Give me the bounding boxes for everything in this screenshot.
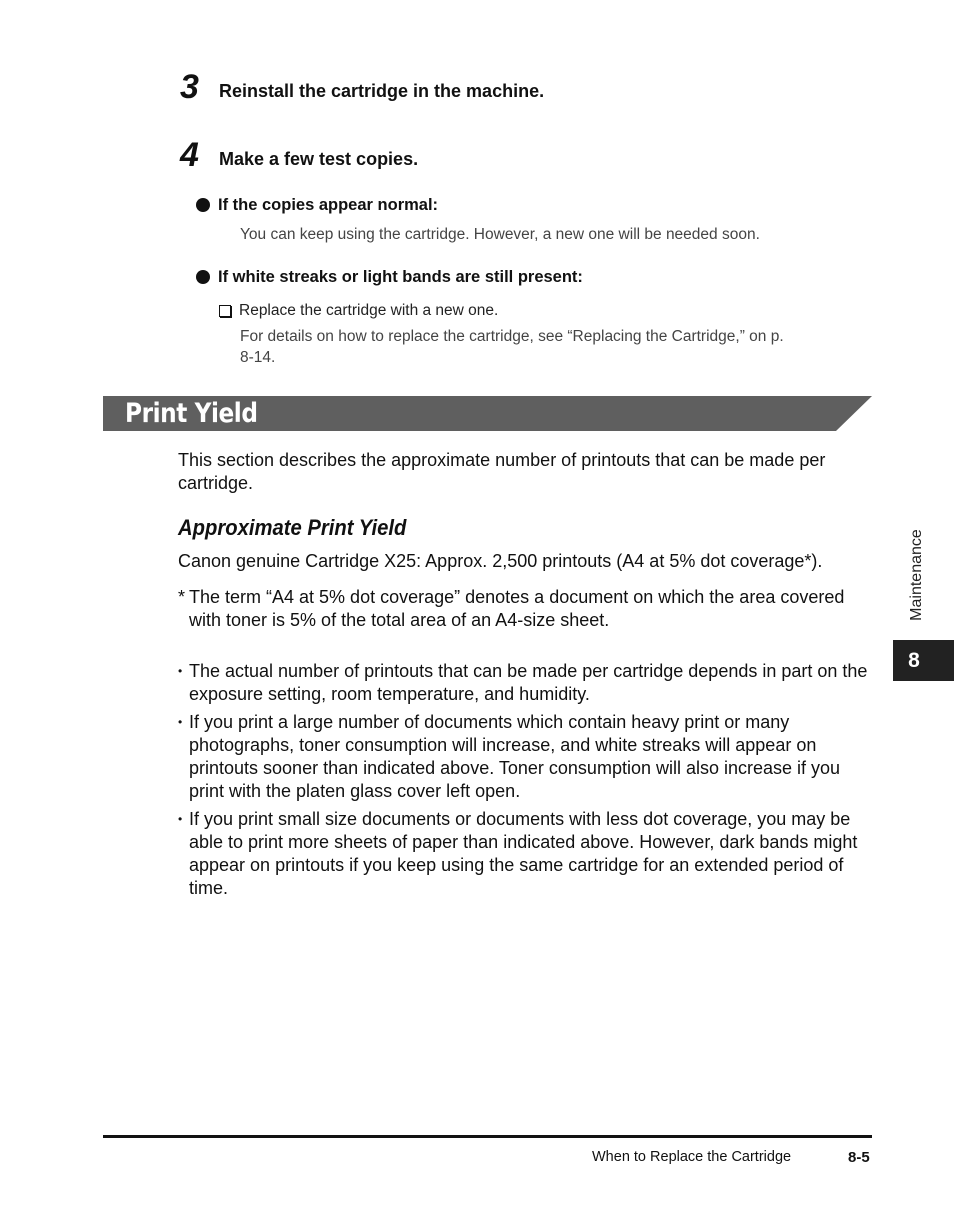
section-title: Print Yield [125,398,258,429]
note-text: If you print a large number of documents which contain heavy print or many photographs, toner consumption will increase, and white streaks will appear on printouts sooner than indicated above. Toner consumption will also increase if you print with the platen glass cover left open. [189,712,841,801]
footer-section-label: When to Replace the Cartridge [592,1149,792,1165]
replace-detail-line-2: 8-14. [240,349,276,366]
streaks-heading-text: If white streaks or light bands are still present: [218,268,583,286]
note-item [178,808,870,900]
normal-result-heading [196,195,438,215]
chapter-side-label-text: Maintenance [908,529,925,621]
subsection-heading: Approximate Print Yield [178,515,407,540]
step-number-3: 3 [180,68,199,106]
intro-line-2: cartridge. [178,473,254,493]
page-number: 8-5 [848,1149,870,1166]
normal-result-text: You can keep using the cartridge. However, a new one will be needed soon. [240,226,760,243]
section-banner [103,396,872,431]
normal-heading-text: If the copies appear normal: [218,196,439,214]
step-3-text: Reinstall the cartridge in the machine. [219,81,545,101]
bullet-dot-icon [196,198,210,212]
footnote-text: The term “A4 at 5% dot coverage” denotes a document on which the area covered with toner is 5% of the total area of an A4-size sheet. [189,587,845,630]
small-bullet-icon: • [178,715,183,729]
footnote-mark: * [178,587,186,607]
checkbox-icon [219,305,231,317]
yield-text: Canon genuine Cartridge X25: Approx. 2,500 printouts (A4 at 5% dot coverage*). [178,551,823,571]
note-item [178,660,870,706]
note-item [178,711,870,803]
replace-detail-line-1: For details on how to replace the cartridge, see “Replacing the Cartridge,” on p. [240,328,784,345]
streaks-result-heading [196,267,583,287]
chapter-tab [893,640,954,681]
intro-line-1: This section describes the approximate number of printouts that can be made per [178,450,826,470]
small-bullet-icon: • [178,812,183,826]
note-text: The actual number of printouts that can be made per cartridge depends in part on the exposure setting, room temperature, and humidity. [189,661,868,704]
small-bullet-icon: • [178,664,183,678]
replace-item [219,301,498,321]
chapter-number: 8 [908,648,920,672]
step-4-text: Make a few test copies. [219,149,419,169]
footer-rule [103,1135,872,1138]
step-number-4: 4 [180,136,199,174]
note-text: If you print small size documents or documents with less dot coverage, you may be able to print more sheets of paper than indicated above. However, dark bands might appear on printouts if you keep using the same cartridge for an extended period of time. [189,809,858,898]
bullet-dot-icon [196,270,210,284]
footnote [178,586,870,632]
replace-item-text: Replace the cartridge with a new one. [239,302,499,319]
chapter-side-label [897,520,937,630]
